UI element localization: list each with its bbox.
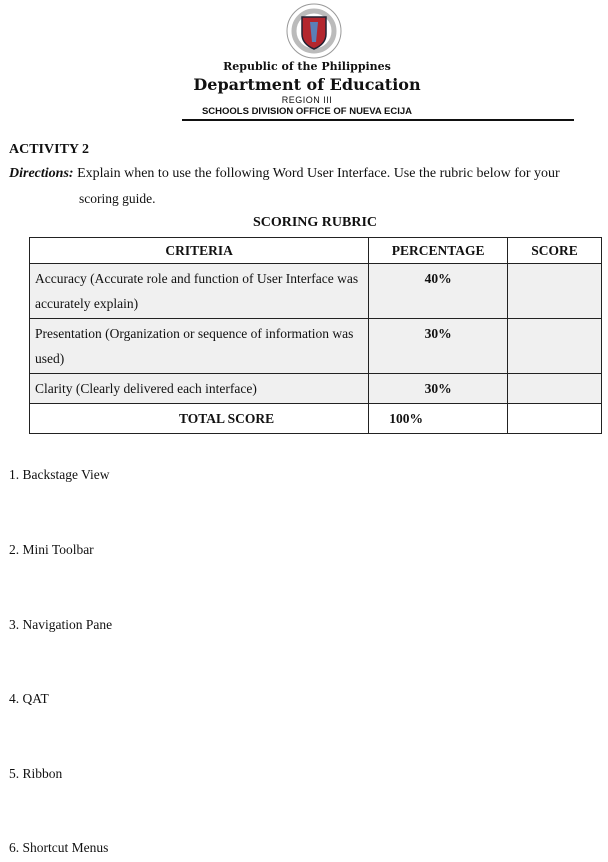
score-cell[interactable] bbox=[508, 264, 602, 319]
deped-seal-logo bbox=[282, 2, 346, 60]
directions-label: Directions: bbox=[9, 166, 74, 181]
question-item: 4. QAT bbox=[9, 691, 49, 706]
header-divider bbox=[182, 119, 574, 121]
republic-heading: Republic of the Philippines bbox=[223, 60, 391, 73]
directions-text-cont: scoring guide. bbox=[79, 191, 156, 206]
directions bbox=[9, 166, 560, 182]
score-cell[interactable] bbox=[508, 374, 602, 404]
criteria-cell: Presentation (Organization or sequence of information was used) bbox=[30, 319, 369, 374]
total-label: TOTAL SCORE bbox=[30, 404, 369, 434]
activity-title: ACTIVITY 2 bbox=[9, 142, 89, 157]
rubric-title: SCORING RUBRIC bbox=[252, 215, 378, 230]
question-item: 1. Backstage View bbox=[9, 467, 110, 482]
directions-text: Explain when to use the following Word User Interface. Use the rubric below for your bbox=[73, 166, 560, 181]
total-row bbox=[30, 404, 602, 434]
division-heading: SCHOOLS DIVISION OFFICE OF NUEVA ECIJA bbox=[201, 106, 413, 117]
percentage-cell: 30% bbox=[369, 374, 508, 404]
percentage-cell: 40% bbox=[369, 264, 508, 319]
score-cell[interactable] bbox=[508, 319, 602, 374]
header-percentage: PERCENTAGE bbox=[369, 238, 508, 264]
table-header-row bbox=[30, 238, 602, 264]
scoring-rubric-table bbox=[29, 237, 602, 434]
question-item: 5. Ribbon bbox=[9, 766, 63, 781]
total-percentage: 100% bbox=[369, 404, 508, 434]
table-row bbox=[30, 374, 602, 404]
question-item: 6. Shortcut Menus bbox=[9, 840, 109, 855]
header-criteria: CRITERIA bbox=[30, 238, 369, 264]
total-score-cell[interactable] bbox=[508, 404, 602, 434]
region-heading: REGION III bbox=[281, 95, 333, 105]
criteria-cell: Accuracy (Accurate role and function of User Interface was accurately explain) bbox=[30, 264, 369, 319]
question-item: 2. Mini Toolbar bbox=[9, 542, 94, 557]
header-score: SCORE bbox=[508, 238, 602, 264]
table-row bbox=[30, 264, 602, 319]
criteria-cell: Clarity (Clearly delivered each interface) bbox=[30, 374, 369, 404]
question-item: 3. Navigation Pane bbox=[9, 617, 113, 632]
department-heading: Department of Education bbox=[193, 75, 421, 94]
table-row bbox=[30, 319, 602, 374]
percentage-cell: 30% bbox=[369, 319, 508, 374]
